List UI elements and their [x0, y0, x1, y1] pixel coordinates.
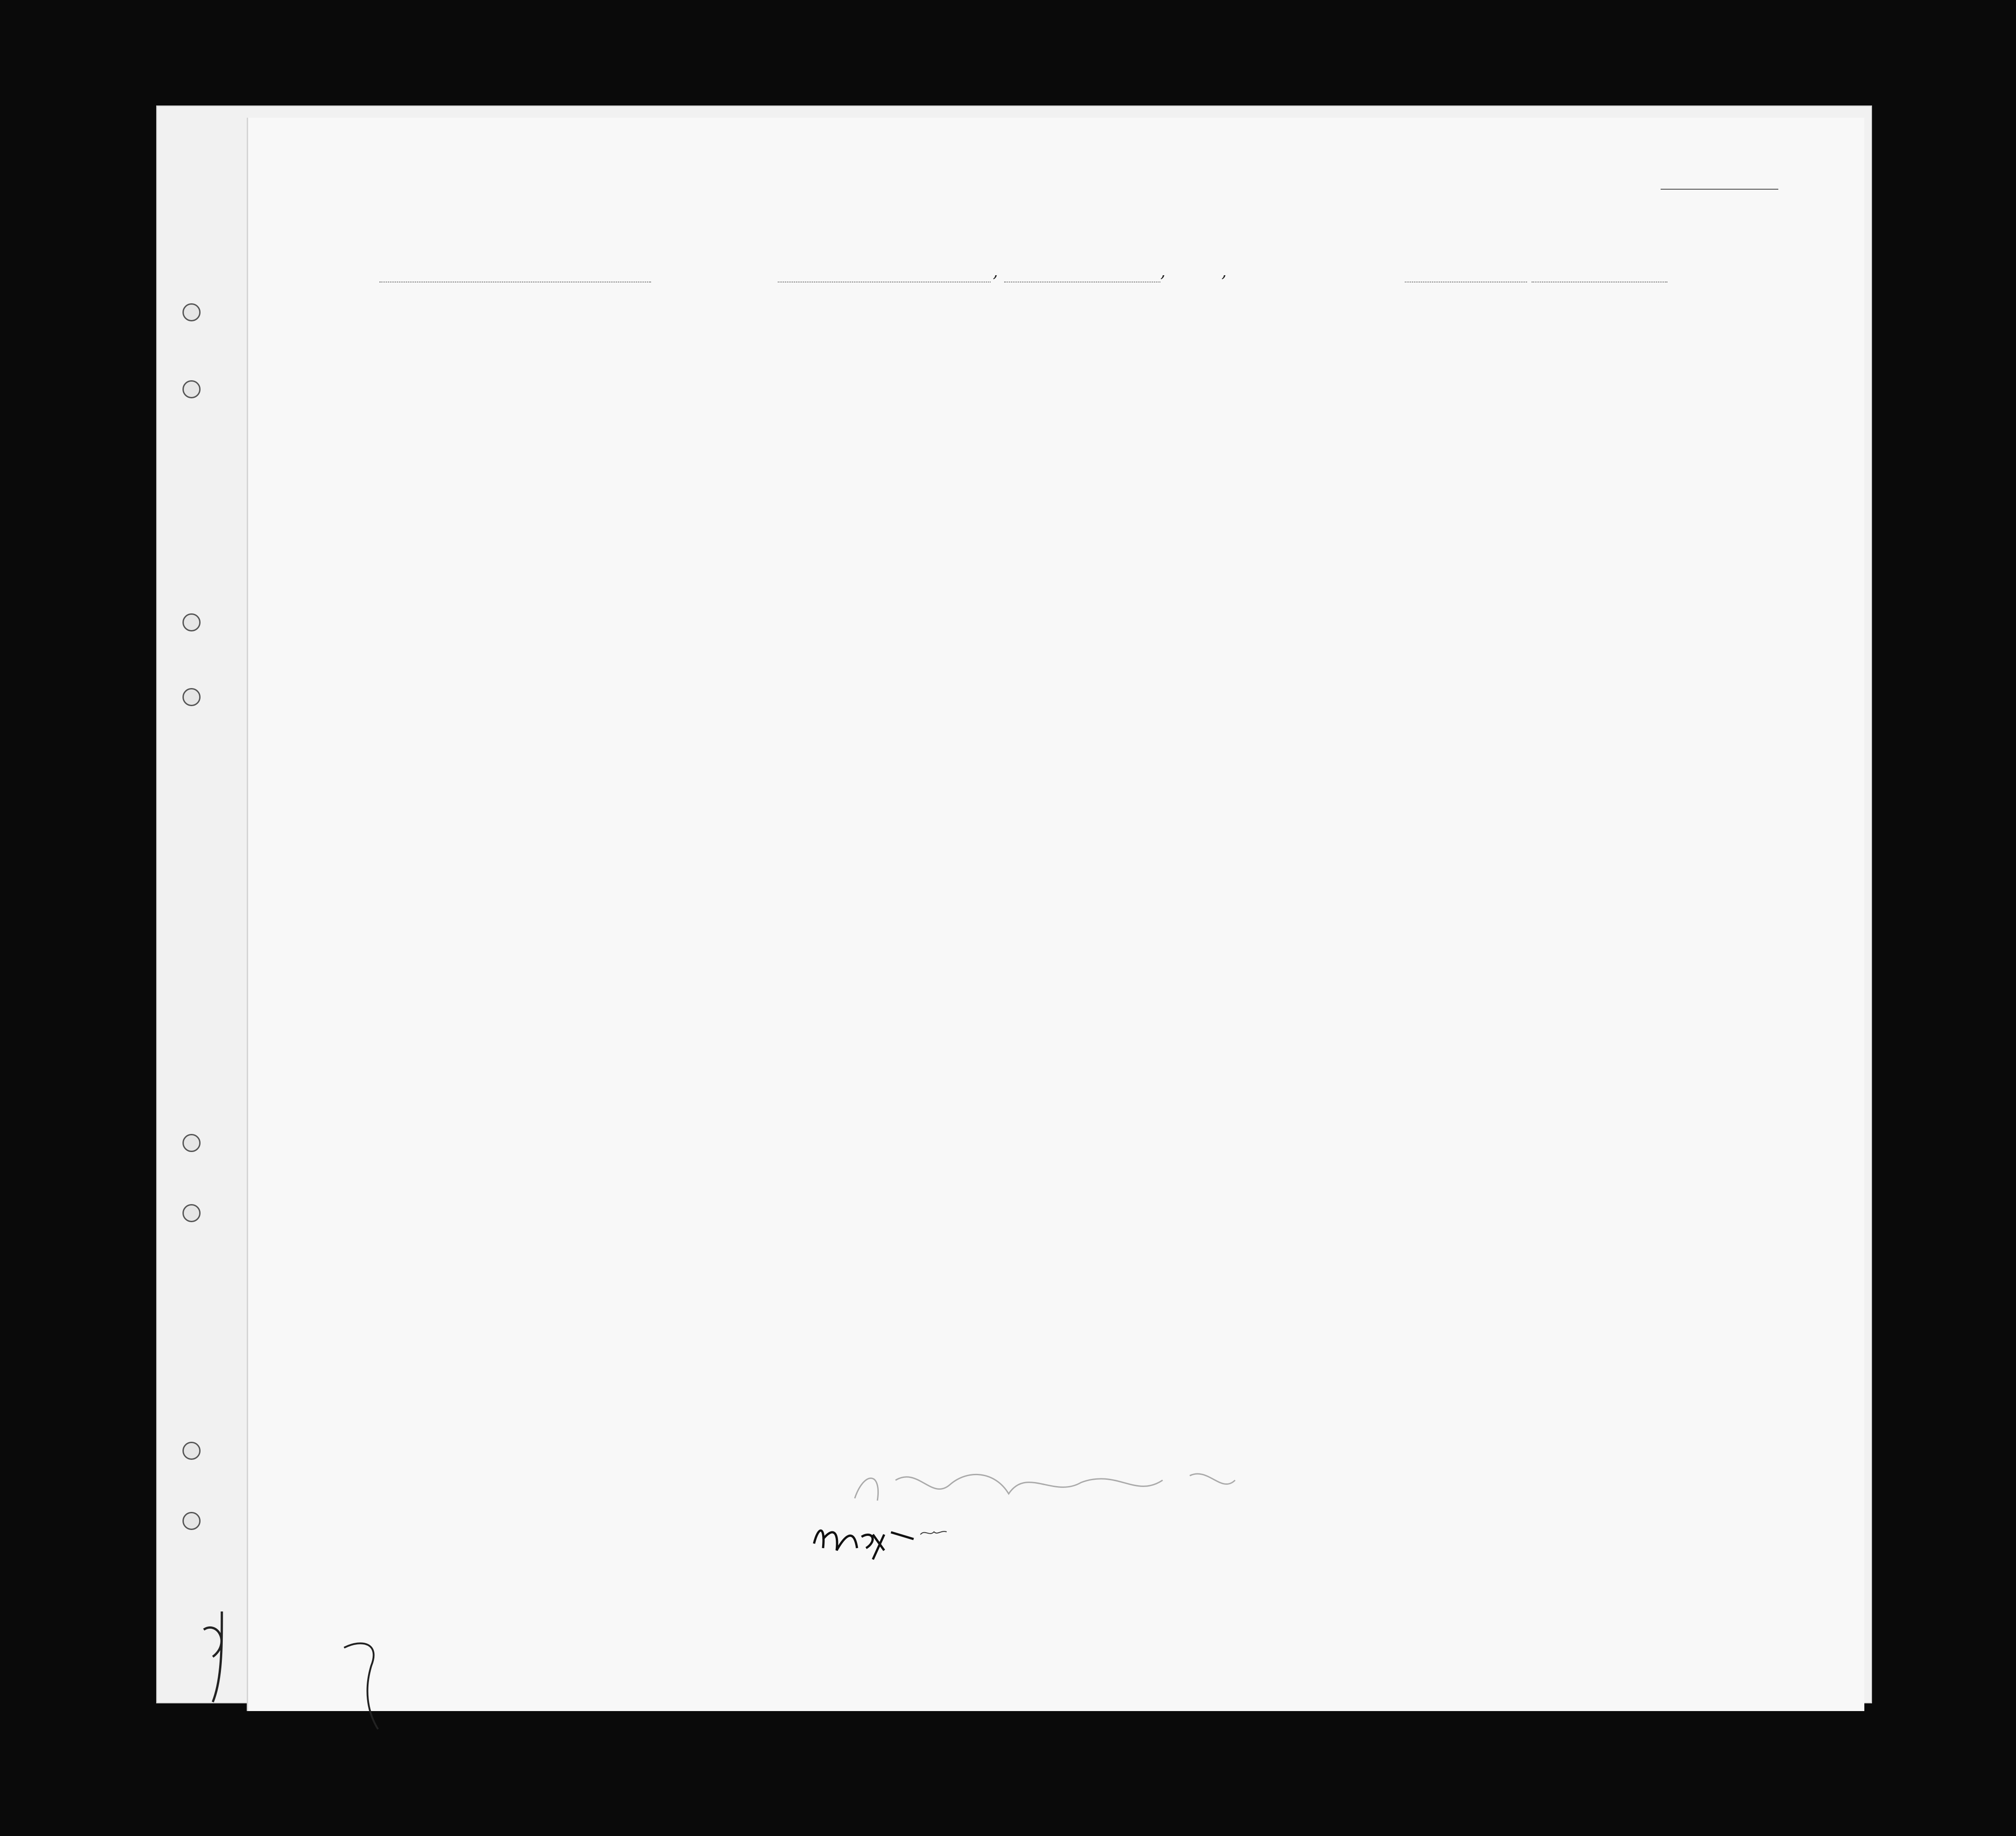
punch-hole — [182, 1204, 201, 1222]
punch-hole — [182, 688, 201, 706]
pencil-scribble — [846, 1458, 1276, 1516]
sailing-line: , , , — [248, 263, 1864, 290]
margin-pen-seven — [340, 1639, 403, 1738]
punch-hole — [182, 1134, 201, 1152]
punch-hole — [182, 1512, 201, 1530]
punch-hole — [182, 1442, 201, 1460]
punch-hole — [182, 303, 201, 321]
punch-hole — [182, 380, 201, 398]
margin-pen-marks — [195, 1602, 285, 1738]
punch-hole — [182, 613, 201, 631]
manifest-page — [247, 118, 1864, 1711]
number-underline — [1661, 189, 1778, 190]
purser-signature — [805, 1516, 959, 1566]
